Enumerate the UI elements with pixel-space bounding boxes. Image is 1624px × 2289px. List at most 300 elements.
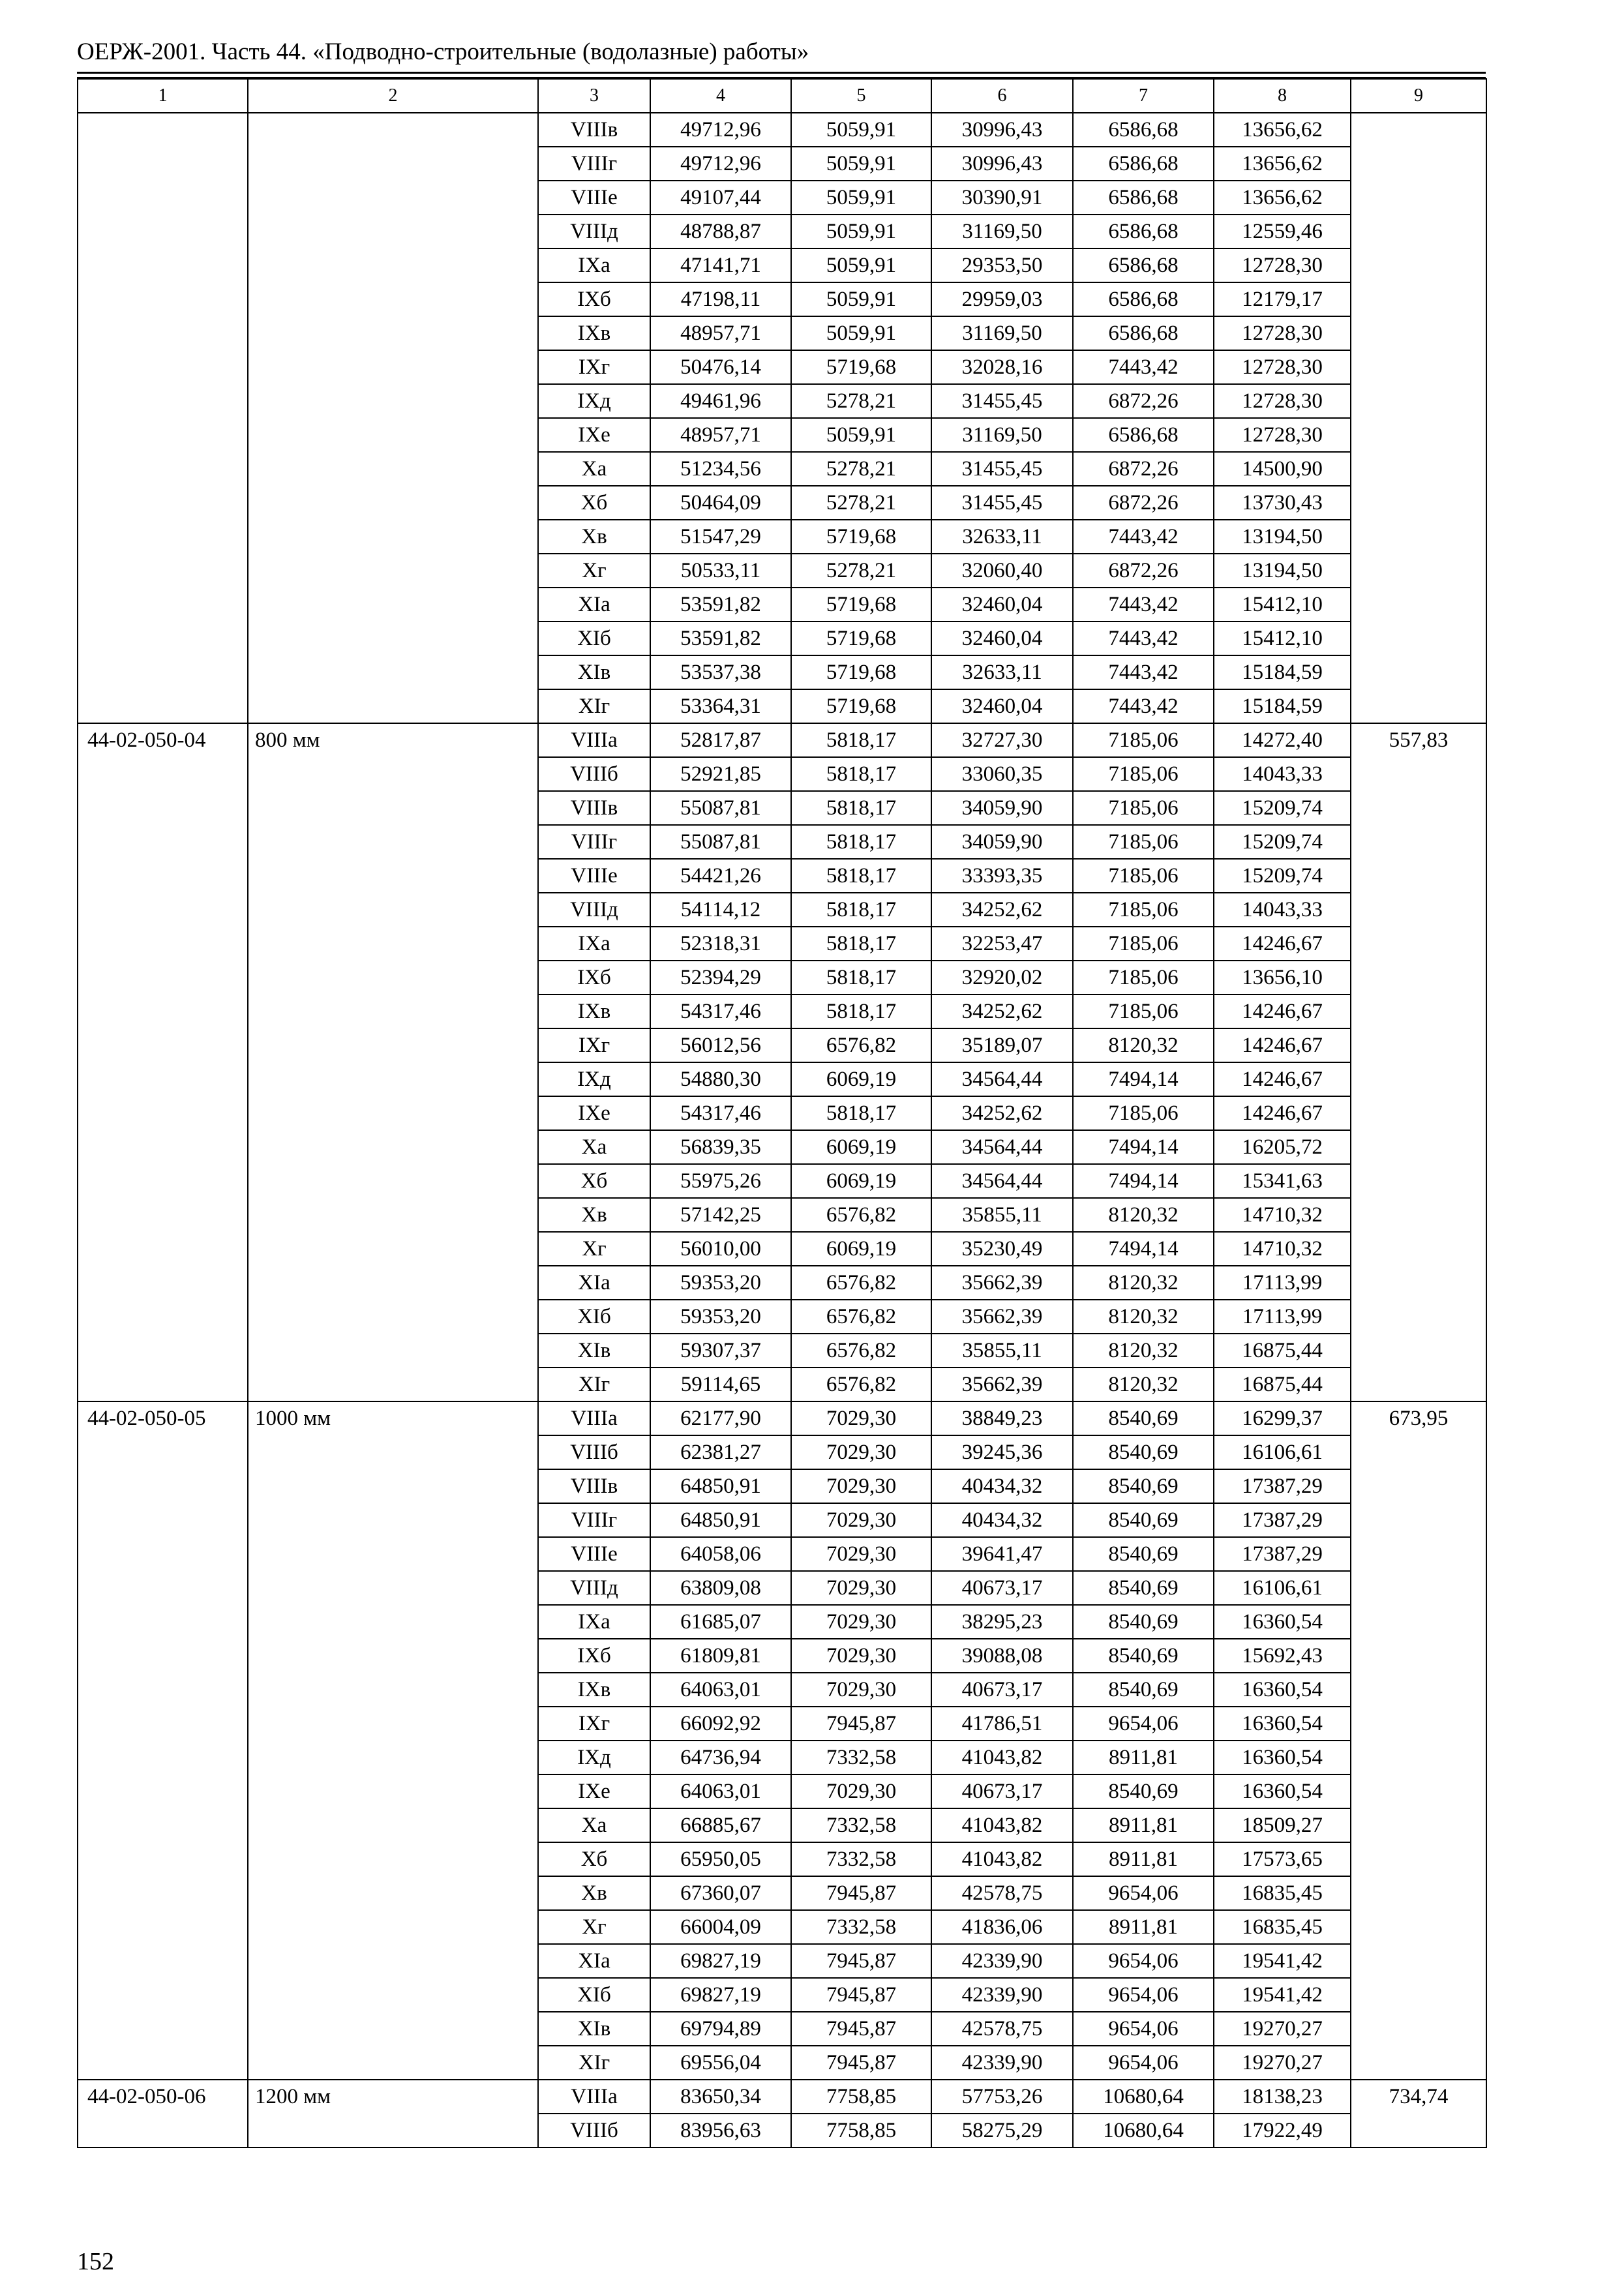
value-cell-col-8: 16360,54: [1214, 1707, 1351, 1741]
column-9-value-cell: 734,74: [1351, 2080, 1486, 2147]
value-cell-col-6: 32633,11: [931, 520, 1073, 554]
rates-table: [77, 78, 1487, 2148]
category-cell: IXд: [538, 384, 650, 418]
value-cell-col-8: 17113,99: [1214, 1300, 1351, 1334]
value-cell-col-6: 42339,90: [931, 2046, 1073, 2080]
value-cell-col-6: 31169,50: [931, 215, 1073, 248]
rate-code-cell: [78, 113, 248, 723]
value-cell-col-7: 6586,68: [1073, 248, 1214, 282]
category-cell: IXг: [538, 1028, 650, 1062]
value-cell-col-6: 35855,11: [931, 1198, 1073, 1232]
value-cell-col-4: 54880,30: [650, 1062, 791, 1096]
value-cell-col-6: 38849,23: [931, 1401, 1073, 1435]
value-cell-col-6: 58275,29: [931, 2114, 1073, 2147]
value-cell-col-6: 34564,44: [931, 1062, 1073, 1096]
category-cell: IXв: [538, 995, 650, 1028]
value-cell-col-6: 32460,04: [931, 621, 1073, 655]
value-cell-col-7: 7494,14: [1073, 1164, 1214, 1198]
value-cell-col-8: 14500,90: [1214, 452, 1351, 486]
value-cell-col-5: 7758,85: [791, 2114, 931, 2147]
value-cell-col-8: 13194,50: [1214, 554, 1351, 588]
column-number-4: 4: [650, 79, 791, 113]
value-cell-col-8: 13656,10: [1214, 961, 1351, 995]
category-cell: XIб: [538, 1300, 650, 1334]
value-cell-col-6: 38295,23: [931, 1605, 1073, 1639]
value-cell-col-8: 14710,32: [1214, 1232, 1351, 1266]
value-cell-col-6: 32060,40: [931, 554, 1073, 588]
value-cell-col-8: 16360,54: [1214, 1673, 1351, 1707]
value-cell-col-5: 6576,82: [791, 1198, 931, 1232]
value-cell-col-4: 64063,01: [650, 1774, 791, 1808]
value-cell-col-6: 40673,17: [931, 1774, 1073, 1808]
value-cell-col-4: 49712,96: [650, 113, 791, 147]
value-cell-col-8: 12559,46: [1214, 215, 1351, 248]
value-cell-col-8: 15209,74: [1214, 825, 1351, 859]
value-cell-col-8: 17387,29: [1214, 1469, 1351, 1503]
value-cell-col-5: 5818,17: [791, 723, 931, 757]
value-cell-col-7: 7185,06: [1073, 927, 1214, 961]
value-cell-col-7: 7185,06: [1073, 825, 1214, 859]
value-cell-col-7: 8540,69: [1073, 1401, 1214, 1435]
category-cell: VIIIе: [538, 1537, 650, 1571]
value-cell-col-8: 13656,62: [1214, 113, 1351, 147]
value-cell-col-8: 14246,67: [1214, 1028, 1351, 1062]
value-cell-col-5: 5059,91: [791, 282, 931, 316]
value-cell-col-5: 5278,21: [791, 452, 931, 486]
value-cell-col-6: 31455,45: [931, 384, 1073, 418]
value-cell-col-7: 7494,14: [1073, 1130, 1214, 1164]
value-cell-col-8: 15184,59: [1214, 689, 1351, 723]
value-cell-col-6: 32253,47: [931, 927, 1073, 961]
diameter-cell: 800 мм: [248, 723, 538, 1401]
value-cell-col-8: 17387,29: [1214, 1537, 1351, 1571]
category-cell: Xг: [538, 1910, 650, 1944]
value-cell-col-6: 41836,06: [931, 1910, 1073, 1944]
value-cell-col-5: 5818,17: [791, 757, 931, 791]
value-cell-col-6: 33393,35: [931, 859, 1073, 893]
value-cell-col-7: 6872,26: [1073, 384, 1214, 418]
value-cell-col-5: 5818,17: [791, 893, 931, 927]
value-cell-col-4: 59353,20: [650, 1266, 791, 1300]
value-cell-col-5: 5719,68: [791, 689, 931, 723]
value-cell-col-7: 6586,68: [1073, 282, 1214, 316]
value-cell-col-6: 40434,32: [931, 1469, 1073, 1503]
value-cell-col-4: 59114,65: [650, 1368, 791, 1401]
value-cell-col-8: 15209,74: [1214, 859, 1351, 893]
value-cell-col-5: 7029,30: [791, 1639, 931, 1673]
value-cell-col-6: 42578,75: [931, 2012, 1073, 2046]
value-cell-col-5: 6576,82: [791, 1028, 931, 1062]
value-cell-col-7: 9654,06: [1073, 1707, 1214, 1741]
value-cell-col-7: 8120,32: [1073, 1266, 1214, 1300]
value-cell-col-7: 8540,69: [1073, 1503, 1214, 1537]
value-cell-col-8: 19541,42: [1214, 1978, 1351, 2012]
value-cell-col-8: 14710,32: [1214, 1198, 1351, 1232]
value-cell-col-6: 34059,90: [931, 825, 1073, 859]
value-cell-col-6: 40673,17: [931, 1571, 1073, 1605]
value-cell-col-4: 47141,71: [650, 248, 791, 282]
value-cell-col-7: 7185,06: [1073, 893, 1214, 927]
value-cell-col-8: 18509,27: [1214, 1808, 1351, 1842]
category-cell: VIIIг: [538, 147, 650, 181]
value-cell-col-4: 54421,26: [650, 859, 791, 893]
value-cell-col-7: 6586,68: [1073, 418, 1214, 452]
category-cell: VIIIа: [538, 1401, 650, 1435]
value-cell-col-7: 8911,81: [1073, 1808, 1214, 1842]
value-cell-col-8: 12728,30: [1214, 248, 1351, 282]
category-cell: IXа: [538, 248, 650, 282]
value-cell-col-4: 47198,11: [650, 282, 791, 316]
value-cell-col-8: 14246,67: [1214, 995, 1351, 1028]
category-cell: VIIIв: [538, 1469, 650, 1503]
value-cell-col-5: 5059,91: [791, 215, 931, 248]
value-cell-col-7: 7185,06: [1073, 859, 1214, 893]
value-cell-col-4: 50533,11: [650, 554, 791, 588]
value-cell-col-7: 6586,68: [1073, 181, 1214, 215]
value-cell-col-4: 61809,81: [650, 1639, 791, 1673]
value-cell-col-7: 6586,68: [1073, 215, 1214, 248]
value-cell-col-7: 9654,06: [1073, 1978, 1214, 2012]
value-cell-col-4: 64850,91: [650, 1469, 791, 1503]
value-cell-col-8: 13194,50: [1214, 520, 1351, 554]
value-cell-col-7: 7185,06: [1073, 791, 1214, 825]
category-cell: Xб: [538, 1842, 650, 1876]
value-cell-col-5: 7029,30: [791, 1571, 931, 1605]
value-cell-col-8: 15184,59: [1214, 655, 1351, 689]
value-cell-col-6: 42339,90: [931, 1978, 1073, 2012]
value-cell-col-4: 66092,92: [650, 1707, 791, 1741]
value-cell-col-4: 53537,38: [650, 655, 791, 689]
value-cell-col-4: 59307,37: [650, 1334, 791, 1368]
rate-code-cell: 44-02-050-06: [78, 2080, 248, 2147]
value-cell-col-7: 9654,06: [1073, 1944, 1214, 1978]
value-cell-col-4: 83650,34: [650, 2080, 791, 2114]
category-cell: VIIIг: [538, 825, 650, 859]
column-number-header: [78, 79, 1486, 113]
value-cell-col-6: 34252,62: [931, 1096, 1073, 1130]
value-cell-col-5: 7758,85: [791, 2080, 931, 2114]
value-cell-col-5: 7029,30: [791, 1605, 931, 1639]
diameter-cell: 1000 мм: [248, 1401, 538, 2080]
value-cell-col-7: 8911,81: [1073, 1741, 1214, 1774]
category-cell: IXе: [538, 418, 650, 452]
category-cell: VIIIг: [538, 1503, 650, 1537]
value-cell-col-6: 35855,11: [931, 1334, 1073, 1368]
value-cell-col-4: 51547,29: [650, 520, 791, 554]
value-cell-col-8: 16106,61: [1214, 1571, 1351, 1605]
value-cell-col-5: 7332,58: [791, 1808, 931, 1842]
value-cell-col-4: 52921,85: [650, 757, 791, 791]
value-cell-col-5: 5818,17: [791, 791, 931, 825]
value-cell-col-6: 31169,50: [931, 316, 1073, 350]
value-cell-col-6: 34564,44: [931, 1164, 1073, 1198]
value-cell-col-6: 31455,45: [931, 452, 1073, 486]
value-cell-col-7: 8540,69: [1073, 1673, 1214, 1707]
value-cell-col-4: 64058,06: [650, 1537, 791, 1571]
value-cell-col-5: 6069,19: [791, 1164, 931, 1198]
category-cell: VIIIб: [538, 2114, 650, 2147]
value-cell-col-4: 52318,31: [650, 927, 791, 961]
value-cell-col-7: 6872,26: [1073, 486, 1214, 520]
value-cell-col-6: 29959,03: [931, 282, 1073, 316]
value-cell-col-6: 35230,49: [931, 1232, 1073, 1266]
value-cell-col-7: 7443,42: [1073, 350, 1214, 384]
value-cell-col-5: 5059,91: [791, 418, 931, 452]
value-cell-col-4: 52394,29: [650, 961, 791, 995]
category-cell: IXб: [538, 961, 650, 995]
value-cell-col-8: 15412,10: [1214, 588, 1351, 621]
value-cell-col-4: 67360,07: [650, 1876, 791, 1910]
value-cell-col-6: 41043,82: [931, 1808, 1073, 1842]
value-cell-col-4: 56010,00: [650, 1232, 791, 1266]
value-cell-col-4: 63809,08: [650, 1571, 791, 1605]
value-cell-col-5: 5059,91: [791, 248, 931, 282]
value-cell-col-4: 64736,94: [650, 1741, 791, 1774]
value-cell-col-4: 59353,20: [650, 1300, 791, 1334]
category-cell: IXа: [538, 927, 650, 961]
value-cell-col-7: 8120,32: [1073, 1198, 1214, 1232]
value-cell-col-8: 15692,43: [1214, 1639, 1351, 1673]
value-cell-col-5: 7029,30: [791, 1503, 931, 1537]
value-cell-col-8: 16106,61: [1214, 1435, 1351, 1469]
column-9-value-cell: 557,83: [1351, 723, 1486, 1401]
value-cell-col-5: 7332,58: [791, 1741, 931, 1774]
value-cell-col-5: 5818,17: [791, 995, 931, 1028]
value-cell-col-4: 66004,09: [650, 1910, 791, 1944]
category-cell: VIIIе: [538, 181, 650, 215]
category-cell: IXд: [538, 1741, 650, 1774]
value-cell-col-5: 7945,87: [791, 2012, 931, 2046]
value-cell-col-8: 16205,72: [1214, 1130, 1351, 1164]
value-cell-col-6: 34564,44: [931, 1130, 1073, 1164]
category-cell: XIв: [538, 1334, 650, 1368]
category-cell: IXв: [538, 1673, 650, 1707]
value-cell-col-5: 5059,91: [791, 316, 931, 350]
value-cell-col-4: 62177,90: [650, 1401, 791, 1435]
category-cell: VIIIд: [538, 893, 650, 927]
value-cell-col-7: 6872,26: [1073, 554, 1214, 588]
value-cell-col-7: 8120,32: [1073, 1334, 1214, 1368]
value-cell-col-5: 5059,91: [791, 147, 931, 181]
value-cell-col-6: 35662,39: [931, 1300, 1073, 1334]
value-cell-col-8: 16875,44: [1214, 1368, 1351, 1401]
value-cell-col-5: 5719,68: [791, 350, 931, 384]
value-cell-col-6: 41786,51: [931, 1707, 1073, 1741]
value-cell-col-6: 34252,62: [931, 995, 1073, 1028]
value-cell-col-8: 16299,37: [1214, 1401, 1351, 1435]
value-cell-col-8: 14043,33: [1214, 757, 1351, 791]
value-cell-col-6: 41043,82: [931, 1741, 1073, 1774]
value-cell-col-8: 12728,30: [1214, 316, 1351, 350]
value-cell-col-8: 14246,67: [1214, 927, 1351, 961]
value-cell-col-8: 16875,44: [1214, 1334, 1351, 1368]
value-cell-col-8: 15412,10: [1214, 621, 1351, 655]
value-cell-col-6: 32727,30: [931, 723, 1073, 757]
value-cell-col-4: 56839,35: [650, 1130, 791, 1164]
value-cell-col-7: 7443,42: [1073, 621, 1214, 655]
value-cell-col-4: 53591,82: [650, 621, 791, 655]
column-number-5: 5: [791, 79, 931, 113]
value-cell-col-8: 16360,54: [1214, 1774, 1351, 1808]
table-body: [78, 113, 1486, 2147]
value-cell-col-8: 15209,74: [1214, 791, 1351, 825]
category-cell: VIIIв: [538, 791, 650, 825]
category-cell: XIа: [538, 1944, 650, 1978]
value-cell-col-7: 7185,06: [1073, 757, 1214, 791]
column-number-row: [78, 79, 1486, 113]
category-cell: VIIIб: [538, 757, 650, 791]
category-cell: XIг: [538, 689, 650, 723]
value-cell-col-4: 51234,56: [650, 452, 791, 486]
value-cell-col-7: 10680,64: [1073, 2114, 1214, 2147]
value-cell-col-8: 15341,63: [1214, 1164, 1351, 1198]
value-cell-col-5: 5818,17: [791, 1096, 931, 1130]
value-cell-col-6: 32633,11: [931, 655, 1073, 689]
value-cell-col-6: 39641,47: [931, 1537, 1073, 1571]
value-cell-col-4: 69827,19: [650, 1978, 791, 2012]
value-cell-col-4: 54317,46: [650, 995, 791, 1028]
value-cell-col-7: 7443,42: [1073, 520, 1214, 554]
value-cell-col-6: 42578,75: [931, 1876, 1073, 1910]
value-cell-col-4: 64850,91: [650, 1503, 791, 1537]
value-cell-col-5: 5719,68: [791, 520, 931, 554]
page-number: 152: [77, 2248, 114, 2275]
value-cell-col-7: 9654,06: [1073, 1876, 1214, 1910]
diameter-cell: [248, 113, 538, 723]
table-row: [78, 2080, 1486, 2114]
value-cell-col-4: 55975,26: [650, 1164, 791, 1198]
category-cell: Xа: [538, 452, 650, 486]
value-cell-col-4: 69827,19: [650, 1944, 791, 1978]
value-cell-col-8: 16360,54: [1214, 1605, 1351, 1639]
value-cell-col-5: 7945,87: [791, 1978, 931, 2012]
value-cell-col-7: 7494,14: [1073, 1232, 1214, 1266]
diameter-cell: 1200 мм: [248, 2080, 538, 2147]
value-cell-col-4: 50464,09: [650, 486, 791, 520]
value-cell-col-4: 62381,27: [650, 1435, 791, 1469]
category-cell: Xа: [538, 1130, 650, 1164]
category-cell: IXа: [538, 1605, 650, 1639]
category-cell: VIIIб: [538, 1435, 650, 1469]
value-cell-col-5: 7945,87: [791, 1876, 931, 1910]
category-cell: VIIIе: [538, 859, 650, 893]
value-cell-col-7: 9654,06: [1073, 2046, 1214, 2080]
category-cell: XIа: [538, 588, 650, 621]
value-cell-col-5: 5278,21: [791, 384, 931, 418]
value-cell-col-7: 9654,06: [1073, 2012, 1214, 2046]
value-cell-col-8: 17113,99: [1214, 1266, 1351, 1300]
rate-code-cell: 44-02-050-04: [78, 723, 248, 1401]
value-cell-col-4: 57142,25: [650, 1198, 791, 1232]
value-cell-col-4: 49107,44: [650, 181, 791, 215]
value-cell-col-7: 8540,69: [1073, 1469, 1214, 1503]
value-cell-col-6: 39245,36: [931, 1435, 1073, 1469]
value-cell-col-6: 32028,16: [931, 350, 1073, 384]
column-number-6: 6: [931, 79, 1073, 113]
value-cell-col-8: 12179,17: [1214, 282, 1351, 316]
value-cell-col-4: 55087,81: [650, 791, 791, 825]
category-cell: VIIIа: [538, 2080, 650, 2114]
value-cell-col-5: 6576,82: [791, 1266, 931, 1300]
value-cell-col-7: 8120,32: [1073, 1028, 1214, 1062]
value-cell-col-4: 55087,81: [650, 825, 791, 859]
value-cell-col-5: 7945,87: [791, 2046, 931, 2080]
value-cell-col-6: 31455,45: [931, 486, 1073, 520]
value-cell-col-6: 30996,43: [931, 113, 1073, 147]
column-9-value-cell: 673,95: [1351, 1401, 1486, 2080]
value-cell-col-4: 49461,96: [650, 384, 791, 418]
value-cell-col-8: 12728,30: [1214, 384, 1351, 418]
category-cell: IXг: [538, 1707, 650, 1741]
value-cell-col-7: 7185,06: [1073, 1096, 1214, 1130]
column-number-3: 3: [538, 79, 650, 113]
value-cell-col-4: 83956,63: [650, 2114, 791, 2147]
value-cell-col-7: 7443,42: [1073, 655, 1214, 689]
table-row: [78, 1401, 1486, 1435]
category-cell: Xг: [538, 554, 650, 588]
category-cell: IXе: [538, 1774, 650, 1808]
value-cell-col-4: 50476,14: [650, 350, 791, 384]
category-cell: IXб: [538, 282, 650, 316]
value-cell-col-4: 61685,07: [650, 1605, 791, 1639]
value-cell-col-7: 8540,69: [1073, 1537, 1214, 1571]
category-cell: VIIIд: [538, 1571, 650, 1605]
category-cell: XIг: [538, 2046, 650, 2080]
page-header-title: ОЕРЖ-2001. Часть 44. «Подводно-строительные (водолазные) работы»: [77, 38, 809, 65]
value-cell-col-4: 65950,05: [650, 1842, 791, 1876]
value-cell-col-5: 5818,17: [791, 927, 931, 961]
value-cell-col-6: 41043,82: [931, 1842, 1073, 1876]
value-cell-col-8: 16835,45: [1214, 1910, 1351, 1944]
value-cell-col-7: 6872,26: [1073, 452, 1214, 486]
category-cell: VIIIа: [538, 723, 650, 757]
category-cell: VIIIд: [538, 215, 650, 248]
value-cell-col-6: 34252,62: [931, 893, 1073, 927]
value-cell-col-8: 16360,54: [1214, 1741, 1351, 1774]
value-cell-col-8: 19270,27: [1214, 2046, 1351, 2080]
category-cell: Xг: [538, 1232, 650, 1266]
value-cell-col-7: 8540,69: [1073, 1571, 1214, 1605]
value-cell-col-6: 40434,32: [931, 1503, 1073, 1537]
value-cell-col-5: 6069,19: [791, 1232, 931, 1266]
value-cell-col-6: 30390,91: [931, 181, 1073, 215]
value-cell-col-6: 32460,04: [931, 689, 1073, 723]
value-cell-col-8: 13656,62: [1214, 181, 1351, 215]
rate-code-cell: 44-02-050-05: [78, 1401, 248, 2080]
value-cell-col-5: 7029,30: [791, 1435, 931, 1469]
value-cell-col-5: 7029,30: [791, 1469, 931, 1503]
value-cell-col-6: 42339,90: [931, 1944, 1073, 1978]
value-cell-col-5: 7332,58: [791, 1842, 931, 1876]
value-cell-col-5: 7945,87: [791, 1944, 931, 1978]
value-cell-col-4: 48788,87: [650, 215, 791, 248]
value-cell-col-7: 8120,32: [1073, 1300, 1214, 1334]
category-cell: Xв: [538, 1198, 650, 1232]
value-cell-col-6: 29353,50: [931, 248, 1073, 282]
value-cell-col-7: 10680,64: [1073, 2080, 1214, 2114]
value-cell-col-7: 7494,14: [1073, 1062, 1214, 1096]
value-cell-col-5: 5719,68: [791, 588, 931, 621]
value-cell-col-8: 13730,43: [1214, 486, 1351, 520]
value-cell-col-5: 7945,87: [791, 1707, 931, 1741]
value-cell-col-7: 8540,69: [1073, 1435, 1214, 1469]
category-cell: Xб: [538, 486, 650, 520]
value-cell-col-5: 5059,91: [791, 113, 931, 147]
value-cell-col-4: 69794,89: [650, 2012, 791, 2046]
category-cell: IXб: [538, 1639, 650, 1673]
column-number-1: 1: [78, 79, 248, 113]
value-cell-col-5: 6069,19: [791, 1130, 931, 1164]
